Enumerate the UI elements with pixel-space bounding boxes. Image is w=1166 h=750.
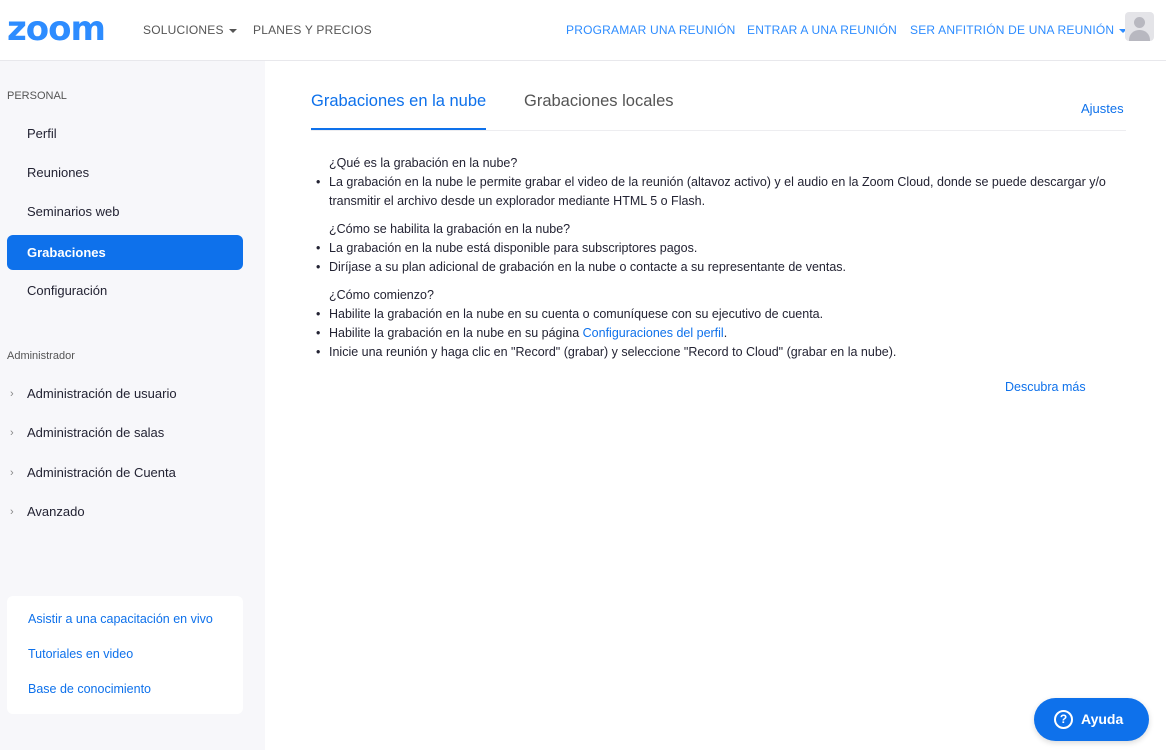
sidebar-item-avanzado[interactable] [7,497,243,527]
nav-ser-anfitrion[interactable] [910,23,1127,37]
sidebar-item-perfil[interactable]: Perfil [27,126,57,141]
bullet-item: • Diríjase a su plan adicional de grabación en la nube o contacte a su representante de ventas. [315,258,1115,277]
avatar-body [1129,30,1150,41]
chevron-right-icon: › [10,388,14,400]
bullet-text: . [723,326,728,340]
bullet-item-with-link [315,324,1115,343]
link-configuraciones-perfil[interactable]: Configuraciones del perfil [582,326,724,340]
settings-link[interactable]: Ajustes [1081,101,1124,116]
bullet-text: Habilite la grabación en la nube en su página [329,326,583,340]
chevron-right-icon: › [10,427,14,439]
bullet-item: • La grabación en la nube está disponible para subscriptores pagos. [315,239,1115,258]
sidebar-item-configuracion[interactable]: Configuración [27,283,108,298]
sidebar-item-label: Administración de Cuenta [27,465,176,480]
sidebar-item-label: Administración de salas [27,425,165,440]
section-question: ¿Cómo comienzo? [329,288,434,302]
help-resources-box [7,596,243,714]
link-base-conocimiento[interactable]: Base de conocimiento [28,682,151,696]
link-capacitacion-en-vivo[interactable]: Asistir a una capacitación en vivo [28,612,213,626]
bullet-item: • Habilite la grabación en la nube en su cuenta o comuníquese con su ejecutivo de cuenta. [315,305,1115,324]
sidebar-item-grabaciones[interactable]: Grabaciones [7,235,243,270]
question-circle-icon: ? [1054,710,1073,729]
top-header [0,0,1166,61]
user-avatar-icon[interactable] [1125,12,1154,41]
sidebar-item-admin-salas[interactable] [7,418,243,448]
chevron-right-icon: › [10,506,14,518]
sidebar [0,61,265,750]
help-button[interactable] [1034,698,1149,741]
section-question: ¿Qué es la grabación en la nube? [329,156,518,170]
sidebar-item-reuniones[interactable]: Reuniones [27,165,90,180]
section-label-administrador: Administrador [7,350,75,362]
nav-soluciones-label: SOLUCIONES [143,23,224,37]
avatar-head [1134,17,1145,28]
tab-grabaciones-locales[interactable]: Grabaciones locales [524,92,674,110]
info-section [315,220,1115,277]
zoom-logo[interactable]: zoom [7,9,105,49]
nav-ser-anfitrion-label: SER ANFITRIÓN DE UNA REUNIÓN [910,23,1115,37]
info-section [315,286,1115,362]
bullet-item: • La grabación en la nube le permite grabar el video de la reunión (altavoz activo) y el audio en la Zoom Cloud, donde se puede descargar y/o transmitir el archivo desde un explorador mediante HTML 5 o Flash. [315,173,1115,211]
tab-grabaciones-nube[interactable]: Grabaciones en la nube [311,92,487,110]
sidebar-item-admin-cuenta[interactable] [7,458,243,488]
help-button-label: Ayuda [1081,711,1124,727]
sidebar-item-label: Avanzado [27,504,85,519]
nav-soluciones[interactable] [143,23,237,37]
link-tutoriales-video[interactable]: Tutoriales en video [28,647,134,661]
nav-planes-precios[interactable]: PLANES Y PRECIOS [253,23,372,37]
chevron-right-icon: › [10,467,14,479]
tab-divider [311,130,1126,131]
descubra-mas-link[interactable]: Descubra más [1005,380,1086,394]
bullet-item: • Inicie una reunión y haga clic en "Record" (grabar) y seleccione "Record to Cloud" (grabar en la nube). [315,343,1115,362]
section-label-personal: PERSONAL [7,90,67,102]
section-question: ¿Cómo se habilita la grabación en la nube? [329,222,571,236]
sidebar-item-seminarios-web[interactable]: Seminarios web [27,204,120,219]
nav-programar-reunion[interactable]: PROGRAMAR UNA REUNIÓN [566,23,736,37]
sidebar-item-admin-usuario[interactable] [7,379,243,409]
sidebar-item-label: Administración de usuario [27,386,177,401]
caret-down-icon [229,29,237,33]
info-section [315,154,1115,211]
nav-entrar-reunion[interactable]: ENTRAR A UNA REUNIÓN [747,23,898,37]
cloud-recording-info [315,154,1115,371]
